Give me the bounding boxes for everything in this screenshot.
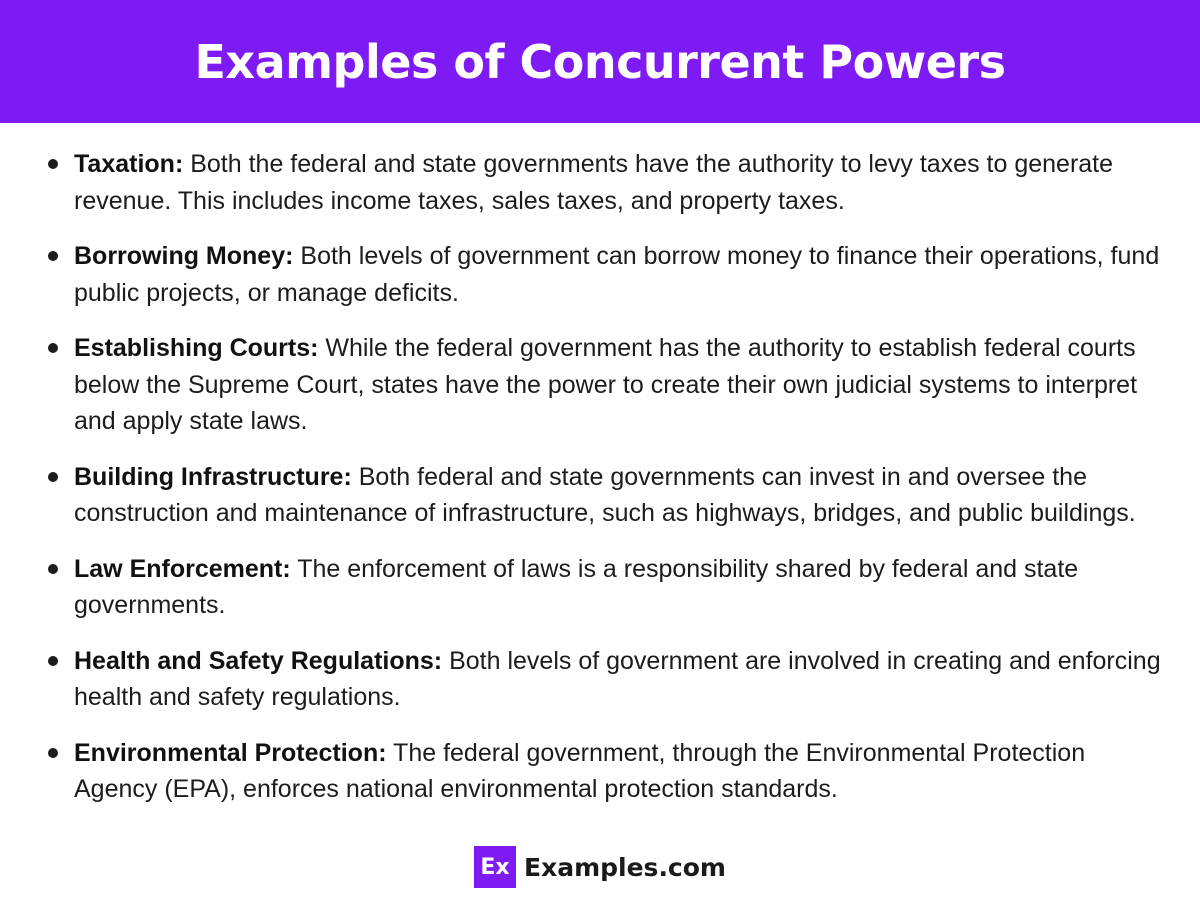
item-title: Building Infrastructure:: [74, 462, 352, 491]
bullet-icon: [48, 251, 58, 261]
item-text: Both federal and state governments can invest in and oversee the construction and maintenance of infrastructure, such as highways, bridges, and public buildings.: [74, 462, 1136, 527]
header-banner: [0, 0, 1200, 123]
bullet-icon: [48, 343, 58, 353]
bullet-icon: [48, 748, 58, 758]
concurrent-powers-list: [0, 146, 1200, 827]
item-title: Borrowing Money:: [74, 242, 294, 270]
bullet-icon: [48, 656, 58, 666]
item-title: Health and Safety Regulations:: [74, 646, 443, 675]
list-item: [0, 551, 1200, 624]
page-title: Examples of Concurrent Powers: [194, 34, 1006, 89]
list-item: [0, 643, 1200, 716]
item-text: Both levels of government are involved in creating and enforcing health and safety regulations.: [74, 646, 1161, 711]
item-title: Taxation:: [74, 150, 184, 178]
list-item: [0, 146, 1200, 219]
item-text: Both levels of government can borrow money to finance their operations, fund public projects, or manage deficits.: [74, 242, 1160, 307]
item-text: Both the federal and state governments have the authority to levy taxes to generate revenue. This includes income taxes, sales taxes, and property taxes.: [74, 150, 1114, 215]
list-item: [0, 330, 1200, 440]
item-text: The federal government, through the Environmental Protection Agency (EPA), enforces national environmental protection standards.: [74, 738, 1086, 803]
list-item: [0, 735, 1200, 808]
item-title: Environmental Protection:: [74, 738, 387, 767]
bullet-icon: [48, 564, 58, 574]
site-name: Examples.com: [524, 852, 726, 882]
item-title: Law Enforcement:: [74, 554, 291, 583]
footer-brand: [0, 846, 1200, 888]
list-item: [0, 459, 1200, 532]
item-text: The enforcement of laws is a responsibility shared by federal and state governments.: [74, 554, 1079, 619]
list-item: [0, 238, 1200, 311]
item-text: While the federal government has the authority to establish federal courts below the Supreme Court, states have the power to create their own judicial systems to interpret and apply state laws.: [74, 334, 1138, 435]
bullet-icon: [48, 472, 58, 482]
item-title: Establishing Courts:: [74, 334, 319, 362]
logo-mark-icon: Ex: [474, 846, 516, 888]
bullet-icon: [48, 159, 58, 169]
